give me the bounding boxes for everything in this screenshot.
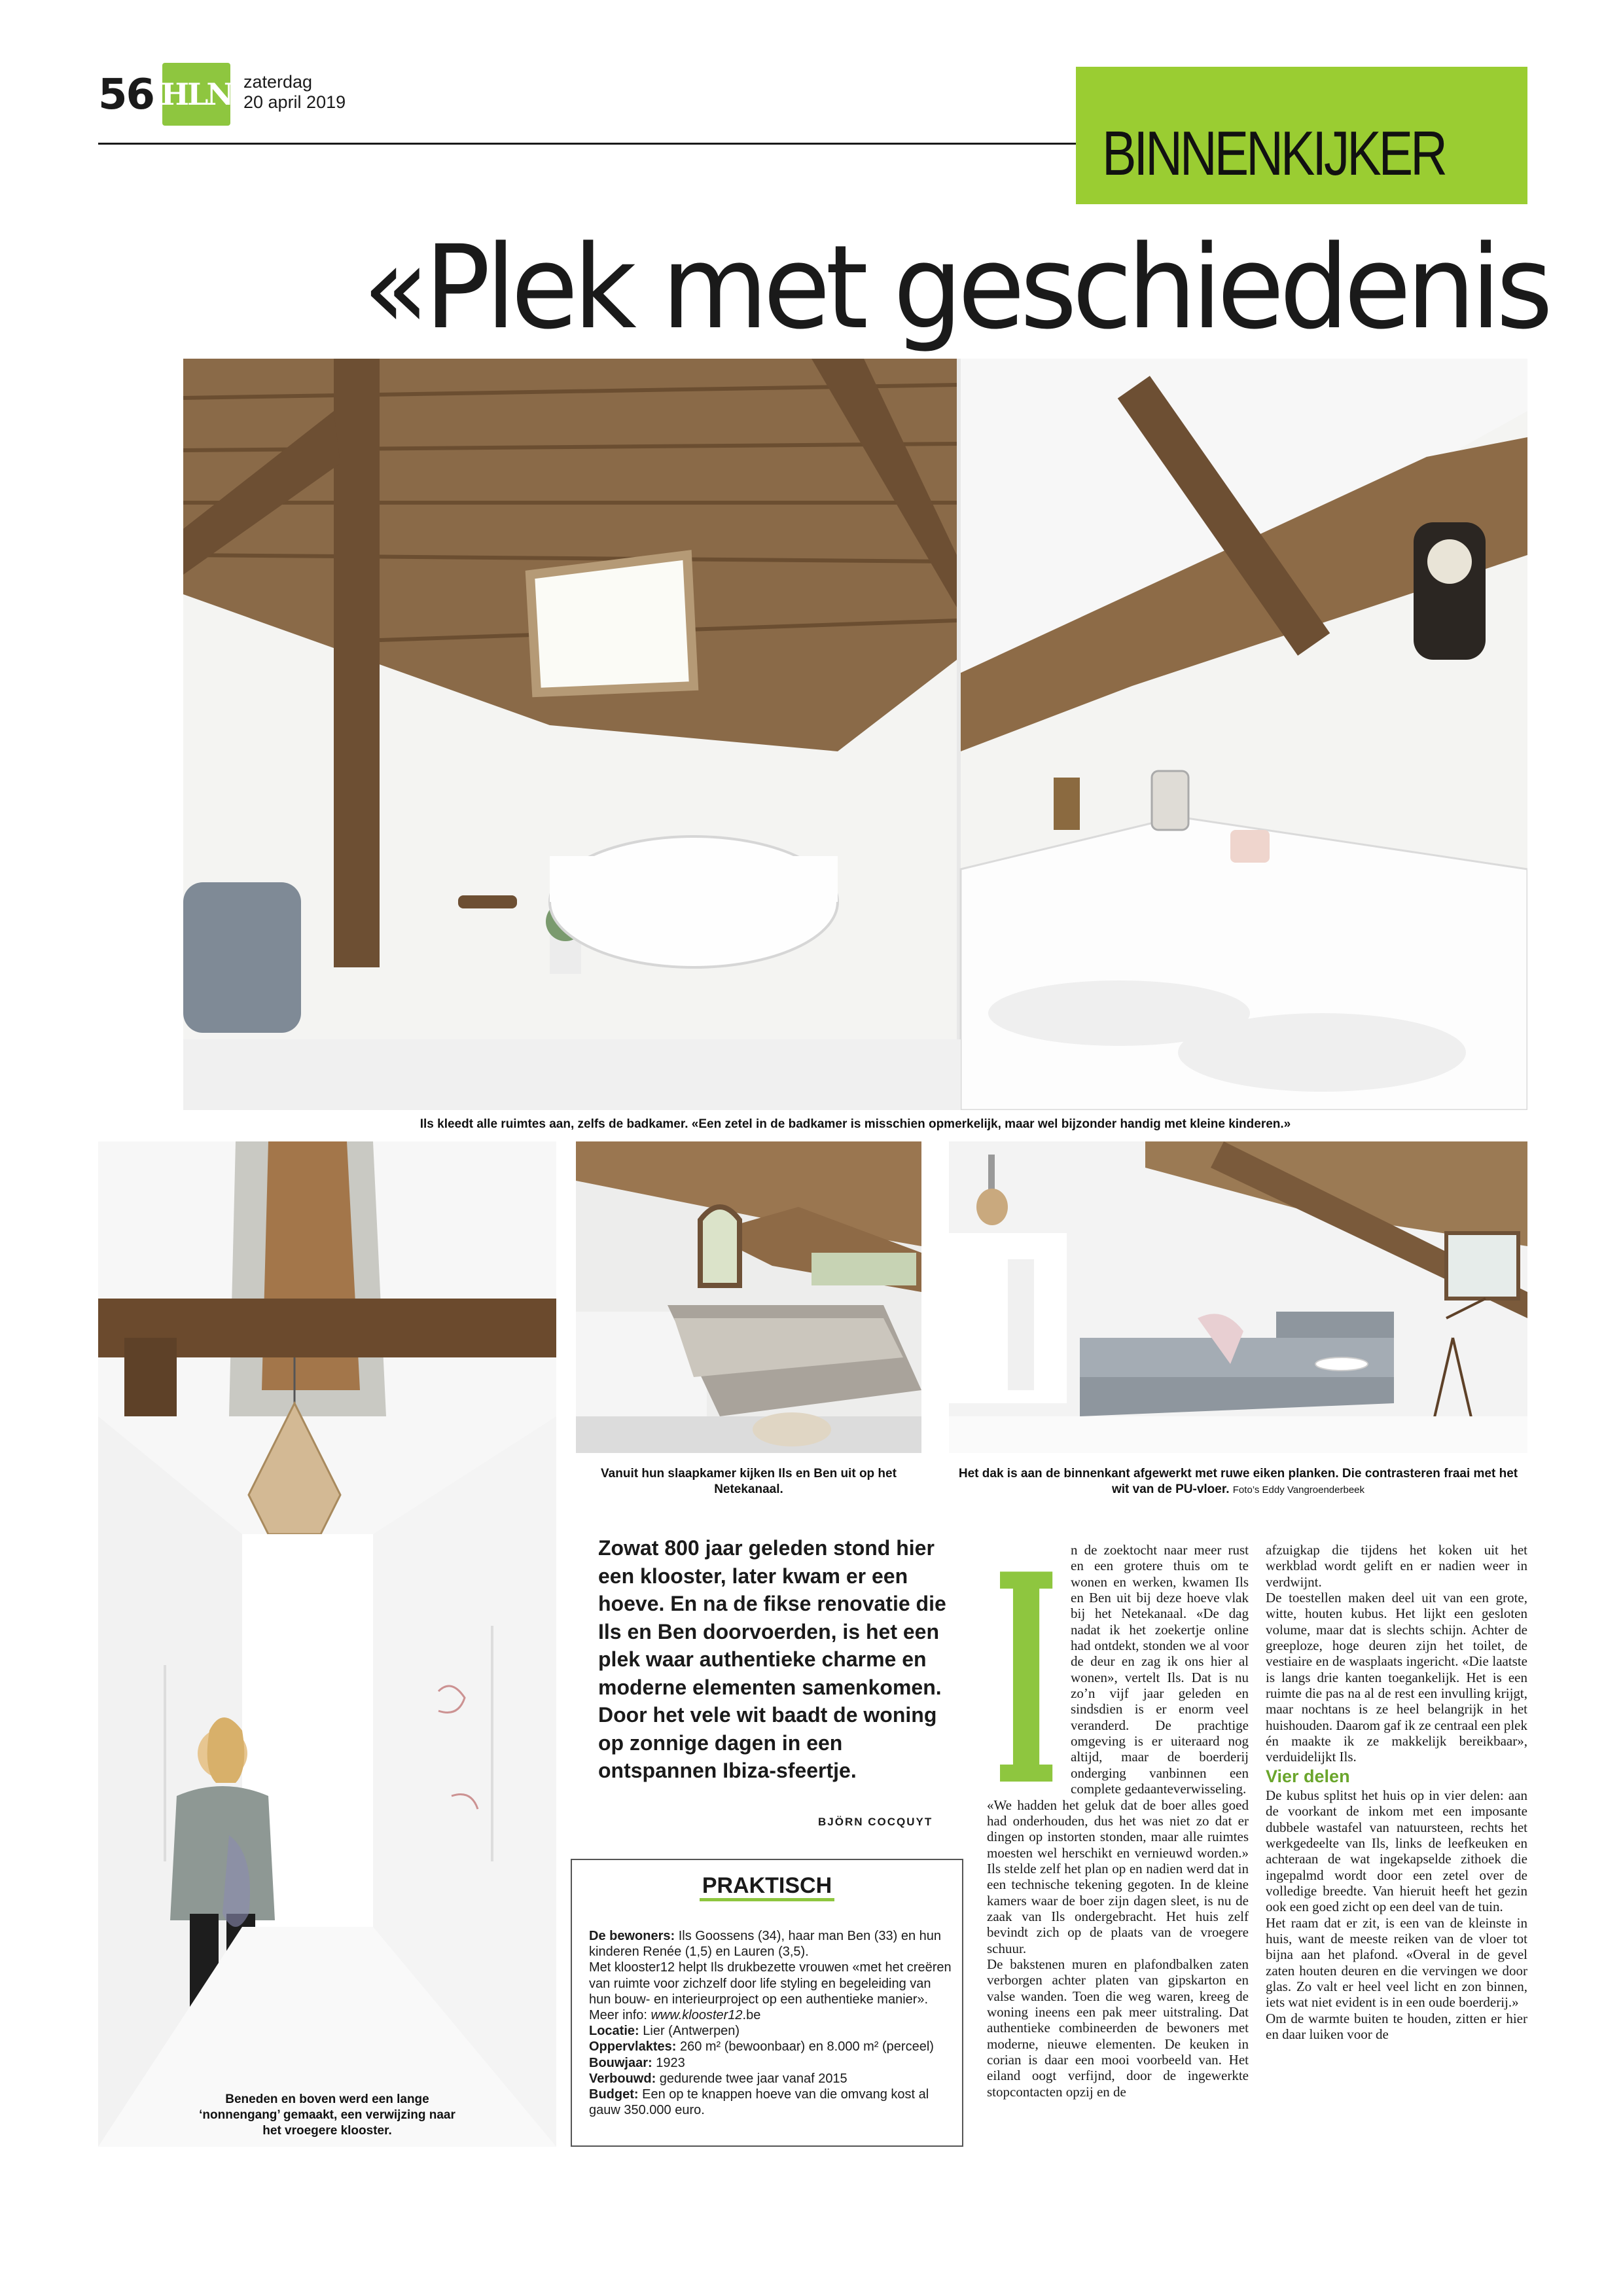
section-banner xyxy=(1076,67,1527,204)
issue-full-date: 20 april 2019 xyxy=(243,92,346,112)
bedroom-photo-caption: Vanuit hun slaapkamer kijken Ils en Ben uit op het Netekanaal. xyxy=(601,1467,897,1496)
info-bouwjaar: Bouwjaar: 1923 xyxy=(589,2055,685,2070)
hallway-photo xyxy=(98,1141,556,2147)
body-paragraph: afzuigkap die tijdens het koken uit het werkblad wordt gelift en er nadien weer in verdwijnt. xyxy=(1266,1542,1527,1590)
living-room-photo xyxy=(949,1141,1527,1453)
headline: «Plek met geschiedenis xyxy=(363,221,1548,355)
photo-credit: Foto’s Eddy Vangroenderbeek xyxy=(1232,1484,1365,1496)
info-oppervlaktes: Oppervlaktes: 260 m² (bewoonbaar) en 8.000 m² (perceel) xyxy=(589,2039,934,2054)
lead-paragraph: Zowat 800 jaar geleden stond hier een klooster, later kwam er een hoeve. En na de fikse renovatie die Ils en Ben doorvoerden, is het een plek waar authentieke charme en moderne elementen samenkomen. Door het vele wit baadt de woning op zonnige dagen in een ontspannen Ibiza-sfeertje. xyxy=(598,1536,946,1782)
info-verbouwd: Verbouwd: gedurende twee jaar vanaf 2015 xyxy=(589,2071,847,2086)
info-locatie: Locatie: Lier (Antwerpen) xyxy=(589,2024,740,2039)
body-paragraph: De toestellen maken deel uit van een grote, witte, houten kubus. Het lijkt een gesloten volume, maar dat is slechts schijn. Achter de greeploze, hoge deuren zijn het toilet, de vestiaire en de wasplaats ingericht. «Die laatste is langs drie kanten toegankelijk. Het is een ruimte die pas na al de rest een invulling krijgt, maar nochtans is ze heel belangrijk in het huishouden. Daarom gaf ik ze centraal een plek én maakte ik ze makkelijk bereikbaar», verduidelijkt Ils. xyxy=(1266,1590,1527,1765)
subheading: Vier delen xyxy=(1266,1766,1350,1786)
hallway-photo-caption: Beneden en boven werd een lange ‘nonnengang’ gemaakt, een verwijzing naar het vroegere klooster. xyxy=(199,2092,455,2138)
hln-logo: HLN xyxy=(162,63,230,126)
info-link: Meer info: www.klooster12.be xyxy=(589,2008,761,2023)
body-paragraph: De kubus splitst het huis op in vier delen: aan de voorkant de inkom met een imposante dubbele wastafel van natuursteen, rechts het werkgedeelte van Ils, links de leefkeuken en achteraan de wat ingekapselde zithoek die ingepalmd wordt door een zetel over de volledige breedte. Van hieruit heeft het gezin ook een goed zicht op een deel van de tuin. xyxy=(1266,1787,1527,1915)
section-title: BINNENKIJKER xyxy=(1102,118,1445,188)
body-column-2 xyxy=(1266,1542,1527,2042)
bathroom-photo xyxy=(183,359,1527,1110)
drop-cap-space xyxy=(987,1542,1071,1788)
website-link[interactable]: www.klooster12 xyxy=(651,2008,743,2023)
body-paragraph: «We hadden het geluk dat de boer alles goed had onderhouden, dus het was niet zo dat er dingen op instorten stonden, maar alle ruimtes moesten wel herschikt en vernieuwd worden.» Ils stelde zelf het plan op en nadien werd dat in een technische tekening gegoten. In de kleine kamers waar de boer zijn dagen sleet, is nu de zaak van Ils ondergebracht. Het huis zelf bevindt zich op de plaats van de vroegere schuur. xyxy=(987,1797,1249,1956)
living-caption-text: Het dak is aan de binnenkant afgewerkt met ruwe eiken planken. Die contrasteren fraai met het wit van de PU-vloer. xyxy=(958,1467,1518,1496)
info-klooster: Met klooster12 helpt Ils drukbezette vrouwen «met het creëren van ruimte voor zichzelf door life styling en begeleiding van hun bouw- en interieurproject op een authentieke manier». xyxy=(589,1960,952,2007)
info-bewoners: De bewoners: Ils Goossens (34), haar man Ben (33) en hun kinderen Renée (1,5) en Lauren (3,5). xyxy=(589,1929,942,1960)
byline: BJÖRN COCQUYT xyxy=(818,1816,933,1828)
info-budget: Budget: Een op te knappen hoeve van die omvang kost al gauw 350.000 euro. xyxy=(589,2087,929,2118)
issue-day: zaterdag xyxy=(243,72,313,92)
info-box xyxy=(571,1859,963,2147)
svg-text:I: I xyxy=(993,1552,1059,1796)
body-paragraph: Om de warmte buiten te houden, zitten er hier en daar luiken voor de xyxy=(1266,2010,1527,2042)
issue-date xyxy=(243,72,346,113)
living-room-photo-caption xyxy=(949,1466,1527,1498)
body-paragraph: De bakstenen muren en plafondbalken zaten verborgen achter platen van gipskarton en valse wanden. Toen die weg waren, kreeg de woning ineens een pak meer uitstraling. Dat authentieke combineerden de bewoners met moderne, nieuwe elementen. De keuken in corian is daar een mooi voorbeeld van. Het eiland oogt verfijnd, door de ingewerkte stopcontacten opzij en de xyxy=(987,1956,1249,2100)
info-box-title: PRAKTISCH xyxy=(572,1873,962,1899)
body-paragraph: Het raam dat er zit, is een van de kleinste in huis, want de meeste reiken van de vloer tot bijna aan het plafond. «Overal in de gevel zaten houten deuren en die vervingen we door glas. Zo valt er heel veel licht en zon binnen, iets wat niet evident is in een oude boerderij.» xyxy=(1266,1914,1527,2011)
body-column-1 xyxy=(987,1542,1249,2100)
page-number: 56 xyxy=(98,71,154,119)
main-photo-caption: Ils kleedt alle ruimtes aan, zelfs de badkamer. «Een zetel in de badkamer is misschien opmerkelijk, maar wel bijzonder handig met kleine kinderen.» xyxy=(419,1117,1291,1131)
body-paragraph: n de zoektocht naar meer rust en een grotere thuis om te wonen en werken, kwamen Ils en Ben uit bij deze hoeve vlak bij het Netekanaal. «De dag nadat ik het zoekertje online had ontdekt, stonden we al voor de deur en zag ik ons hier al wonen», vertelt Ils. Dat is nu zo’n vijf jaar geleden en sindsdien is er enorm veel veranderd. De prachtige omgeving is er uiteraard nog altijd, maar de boerderij onderging vanbinnen een complete gedaanteverwisseling. xyxy=(1071,1542,1249,1797)
info-box-body xyxy=(589,1928,955,2118)
bedroom-photo xyxy=(576,1141,921,1453)
